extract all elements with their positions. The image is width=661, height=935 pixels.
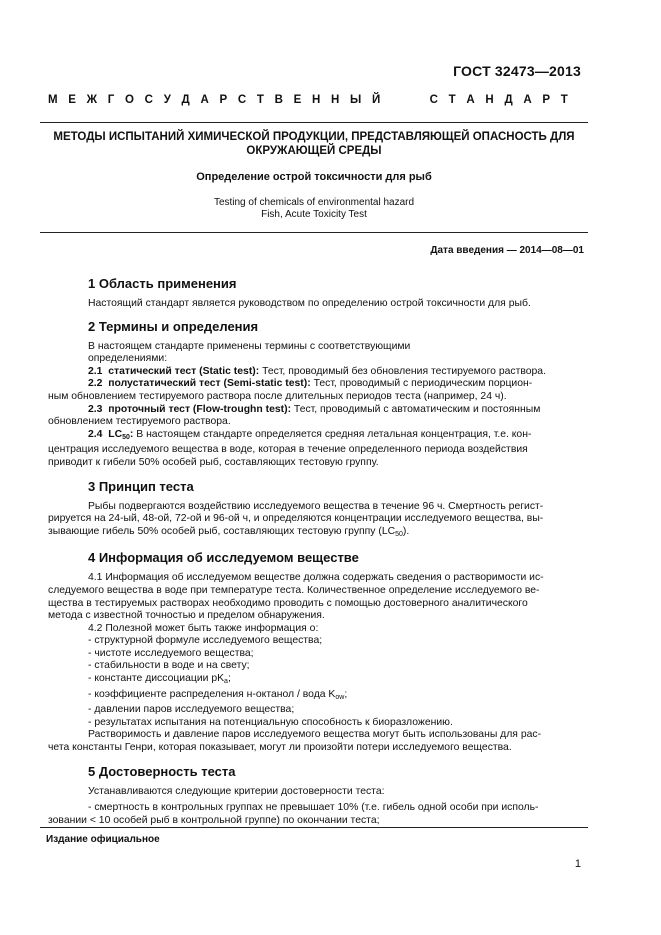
interstate-letter: Г (107, 94, 115, 106)
section-3-line3-end: ). (402, 525, 410, 537)
interstate-letter: Н (485, 94, 494, 106)
section-4-2-bullet-4: - результатах испытания на потенциальную способность к биоразложению. (88, 716, 453, 728)
interstate-letter: Ж (86, 94, 98, 106)
section-2-intro (88, 341, 582, 366)
section-3-lc-subscript: 50 (395, 530, 403, 538)
section-4-1-line4: метода с известной точностью и пределом обнаружения. (48, 610, 325, 622)
section-5-heading: 5 Достоверность теста (88, 763, 236, 779)
interstate-letter: Д (504, 94, 513, 106)
interstate-letter: Д (181, 94, 190, 106)
bottom-title-rule (40, 232, 588, 233)
term-2-3-continued: обновлением тестируемого раствора. (48, 416, 231, 428)
term-2-2-definition-line1: Тест, проводимый с периодическим порцион- (310, 378, 533, 390)
section-5-line1: Устанавливаются следующие критерии достоверности теста: (88, 785, 385, 797)
kow-subscript: ow (335, 693, 345, 701)
title-block (40, 130, 588, 221)
english-title-line2: Fish, Acute Toxicity Test (261, 209, 367, 220)
term-2-3-definition-line1: Тест, проводимый с автоматическим и постоянным (291, 403, 541, 415)
interstate-letter: У (163, 94, 171, 106)
interstate-letter: А (466, 94, 475, 106)
section-4-2-bullet-kow (88, 689, 582, 705)
section-4-2-bullet-pka (88, 673, 582, 689)
interstate-letter: Н (311, 94, 321, 106)
interstate-letter: С (237, 94, 247, 106)
section-3-heading: 3 Принцип теста (88, 478, 194, 494)
term-2-4-definition-line2: центрация исследуемого вещества в воде, которая в течение определенного периода воздействия (48, 444, 528, 456)
section-4-1-line1: 4.1 Информация об исследуемом веществе должна содержать сведения о растворимости ис- (88, 572, 544, 584)
interstate-letter: Е (293, 94, 302, 106)
section-2-intro-line1: В настоящем стандарте применены термины с соответствующими (88, 340, 411, 352)
section-3-line3-text: зывающие гибель 50% особей рыб, составляющих тестовую группу (LC (48, 525, 396, 537)
interstate-standard-heading (48, 94, 568, 106)
section-3-line3 (48, 526, 409, 537)
section-1-heading: 1 Область применения (88, 276, 237, 291)
section-3-line2: рируется на 24-ый, 48-ой, 72-ой и 96-ой ч, и определяются концентрации исследуемого вещества, вы- (48, 513, 544, 525)
section-2-heading: 2 Термины и определения (88, 318, 259, 334)
kow-end: ; (344, 688, 348, 700)
term-2-4-lc: LC (108, 428, 123, 440)
section-5-line3: зовании < 10 особей рыб в контрольной группе) по окончании теста; (48, 814, 380, 826)
introduction-date: Дата введения — 2014—08—01 (430, 245, 584, 256)
interstate-letter: В (274, 94, 283, 106)
term-2-1 (88, 366, 582, 379)
section-4-2-bullet-0: - структурной формуле исследуемого вещества; (88, 635, 323, 647)
interstate-letter: С (429, 94, 438, 106)
interstate-letter: Т (256, 94, 264, 106)
term-2-4-colon: : (129, 428, 134, 440)
section-3-continued (48, 513, 582, 541)
interstate-letter: Т (448, 94, 456, 106)
term-2-4-number: 2.4 (88, 428, 103, 440)
section-2-intro-line2: определениями: (88, 353, 168, 365)
top-rule (40, 122, 588, 123)
interstate-letter: Р (219, 94, 228, 106)
document-body (48, 276, 582, 827)
term-2-1-definition: Тест, проводимый без обновления тестируемого раствора. (259, 365, 546, 377)
main-title-line2: ОКРУЖАЮЩЕЙ СРЕДЫ (246, 145, 382, 157)
interstate-letter: А (200, 94, 209, 106)
interstate-word-gap (391, 94, 419, 106)
term-2-4-lc-subscript: 50 (122, 433, 130, 441)
term-2-4-definition-line1: В настоящем стандарте определяется средняя летальная концентрация, т.е. кон- (133, 428, 532, 440)
section-3-line1: Рыбы подвергаются воздействию исследуемого вещества в течение 96 ч. Смертность регист- (88, 500, 544, 512)
section-4-2-bullet-2: - стабильности в воде и на свету; (88, 660, 250, 672)
term-2-3-number: 2.3 (88, 403, 103, 415)
term-2-2-continued: ным обновлением тестируемого раствора после длительных периодов теста (например, 24 ч). (48, 390, 507, 402)
term-2-3 (88, 404, 582, 417)
section-1-text: Настоящий стандарт является руководством по определению острой токсичности для рыб. (88, 298, 531, 309)
term-2-1-term: статический тест (Static test): (108, 365, 260, 377)
interstate-letter: Ы (350, 94, 362, 106)
term-2-4-continued (48, 444, 582, 469)
interstate-letter: М (48, 94, 58, 106)
pka-subscript: a (224, 678, 228, 686)
subtitle: Определение острой токсичности для рыб (196, 171, 432, 183)
section-4-1-line3: щества в тестируемых растворах необходимо проводить с помощью достоверного аналитического (48, 597, 528, 609)
term-2-4-term (108, 429, 133, 440)
main-title-line1: МЕТОДЫ ИСПЫТАНИЙ ХИМИЧЕСКОЙ ПРОДУКЦИИ, ПРЕДСТАВЛЯЮЩЕЙ ОПАСНОСТЬ ДЛЯ (53, 131, 575, 143)
section-4-heading: 4 Информация об исследуемом веществе (88, 550, 359, 566)
section-4-2-bullet-1: - чистоте исследуемого вещества; (88, 647, 254, 659)
term-2-2-number: 2.2 (88, 378, 103, 390)
official-edition-label: Издание официальное (46, 834, 160, 845)
section-4-3-line2: чета константы Генри, которая показывает, могут ли произойти потери исследуемого вещества. (48, 742, 512, 754)
interstate-letter: Т (560, 94, 568, 106)
term-2-2-term: полустатический тест (Semi-static test): (108, 378, 311, 390)
section-5-line2: - смертность в контрольных группах не превышает 10% (т.е. гибель одной особи при исполь- (88, 802, 539, 814)
footer-rule (40, 827, 588, 828)
term-2-3-term: проточный тест (Flow-troughn test): (108, 403, 292, 415)
interstate-letter: А (523, 94, 532, 106)
term-2-2 (88, 378, 582, 391)
page-number: 1 (574, 858, 581, 870)
pka-text: - константе диссоциации pK (88, 673, 225, 685)
english-title (40, 197, 588, 221)
interstate-letter: Е (68, 94, 76, 106)
interstate-letter: С (144, 94, 153, 106)
term-2-4 (88, 429, 582, 445)
interstate-letter: Й (371, 94, 381, 106)
english-title-line1: Testing of chemicals of environmental hazard (213, 197, 415, 208)
term-2-4-definition-line3: приводит к гибели 50% особей рыб, составляющих тестовую группу. (48, 456, 379, 468)
interstate-letter: Н (331, 94, 340, 106)
interstate-letter: Р (542, 94, 551, 106)
section-4-3-line1: Растворимость и давление паров исследуемого вещества могут быть использованы для рас- (88, 729, 542, 741)
section-4-1-continued (48, 585, 582, 623)
pka-end: ; (227, 673, 231, 685)
interstate-letter: О (125, 94, 134, 106)
main-title (40, 130, 588, 158)
kow-text: - коэффициенте распределения н-октанол / вода K (88, 688, 336, 700)
section-4-2: 4.2 Полезной может быть также информация о: (88, 622, 319, 634)
gost-number: ГОСТ 32473—2013 (453, 63, 581, 79)
section-4-1-line2: следуемого вещества в воде при температуре теста. Количественное определение исследуемого ве- (48, 584, 540, 596)
section-4-2-bullet-3: - давлении паров исследуемого вещества; (88, 704, 295, 716)
term-2-1-number: 2.1 (88, 365, 103, 377)
